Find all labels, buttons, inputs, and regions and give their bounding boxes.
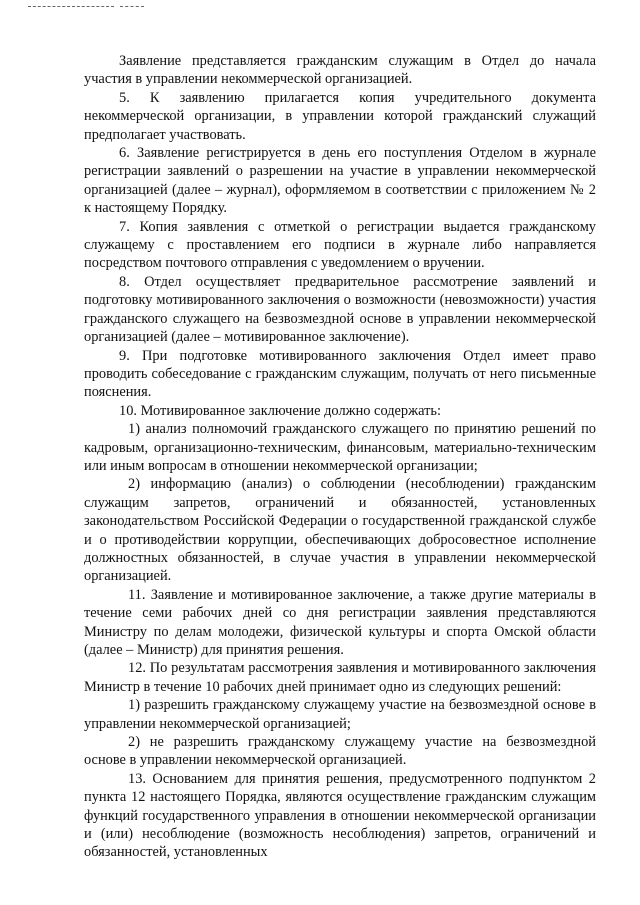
paragraph-6: 6. Заявление регистрируется в день его поступления Отделом в журнале регистрации заявлений о разрешении на участие в управлении некоммерческой организацией (далее – журнал), оформляемом в соответствии с приложением № 2 к настоящему Порядку. — [84, 145, 596, 217]
paragraph-10: 10. Мотивированное заключение должно содержать: — [119, 402, 441, 419]
paragraph-intro: Заявление представляется гражданским служащим в Отдел до начала участия в управлении некоммерческой организацией. — [84, 53, 596, 88]
document-page — [84, 52, 596, 862]
paragraph-11: 11. Заявление и мотивированное заключение, а также другие материалы в течение семи рабочих дней со дня регистрации заявления представляются Министру по делам молодежи, физической культуры и спорта Омской области (далее – Министр) для принятия решения. — [84, 586, 596, 658]
paragraph-12-item-1: 1) разрешить гражданскому служащему участие на безвозмездной основе в управлении некоммерческой организацией; — [84, 697, 596, 732]
paragraph-12: 12. По результатам рассмотрения заявления и мотивированного заключения Министр в течение 10 рабочих дней принимает одно из следующих решений: — [84, 660, 596, 695]
paragraph-8: 8. Отдел осуществляет предварительное рассмотрение заявлений и подготовку мотивированного заключения о возможности (невозможности) участия гражданского служащего на безвозмездной основе в управлении некоммерческой организацией (далее – мотивированное заключение). — [84, 273, 596, 346]
paragraph-10-item-1: 1) анализ полномочий гражданского служащего по принятию решений по кадровым, организационно-техническим, финансовым, материально-техническим или иным вопросам в отношении некоммерческой организации; — [84, 421, 596, 474]
paragraph-7: 7. Копия заявления с отметкой о регистрации выдается гражданскому служащему с проставлением его подписи в журнале либо направляется посредством почтового отправления с уведомлением о вручении. — [84, 218, 596, 272]
paragraph-5: 5. К заявлению прилагается копия учредительного документа некоммерческой организации, в управлении которой гражданский служащий предполагает участвовать. — [84, 89, 596, 143]
paragraph-9: 9. При подготовке мотивированного заключения Отдел имеет право проводить собеседование с гражданским служащим, получать от него письменные пояснения. — [84, 347, 596, 401]
paragraph-13: 13. Основанием для принятия решения, предусмотренного подпунктом 2 пункта 12 настоящего Порядка, являются осуществление гражданским служащим функций государственного управления в отношении некоммерческой организации и (или) несоблюдение (возможность несоблюдения) запретов, ограничений и обязанностей, установленных — [84, 770, 596, 861]
paragraph-12-item-2: 2) не разрешить гражданскому служащему участие на безвозмездной основе в управлении некоммерческой организацией. — [84, 734, 596, 769]
paragraph-10-item-2: 2) информацию (анализ) о соблюдении (несоблюдении) гражданским служащим запретов, ограничений и обязанностей, установленных законодательством Российской Федерации о государственной гражданской службе и о противодействии коррупции, обеспечивающих добросовестное исполнение должностных обязанностей, в случае участия в управлении некоммерческой организацией. — [84, 476, 596, 585]
scan-artifact-dashes — [28, 6, 144, 7]
